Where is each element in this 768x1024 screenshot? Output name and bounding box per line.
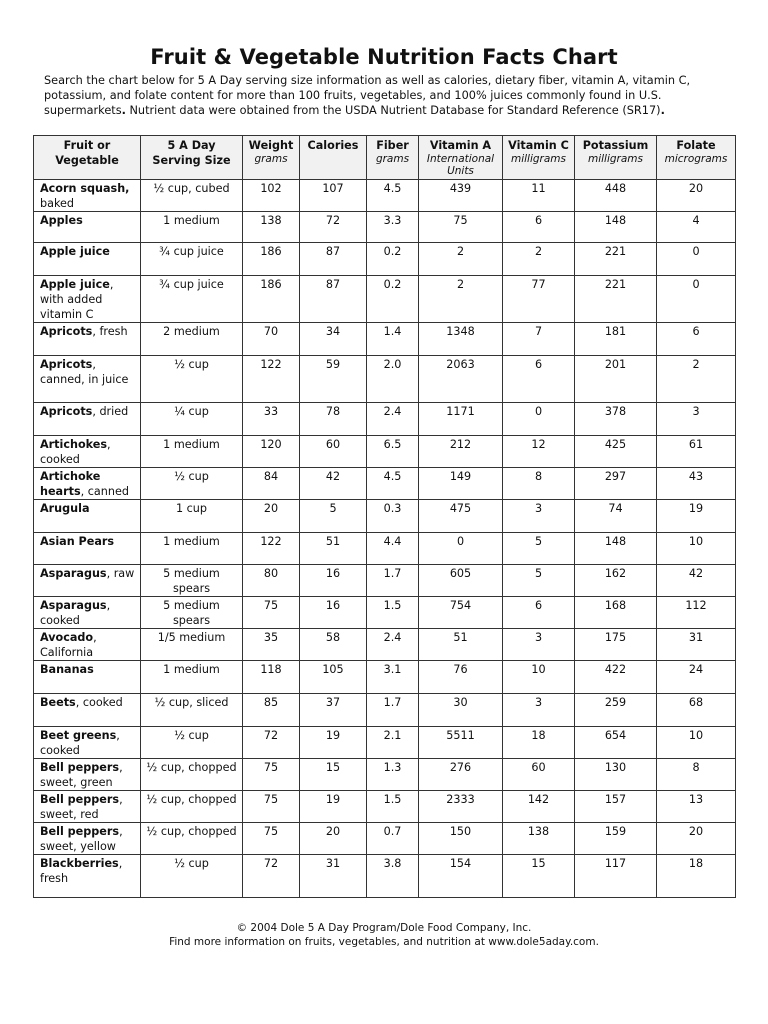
column-header-label: Folate (676, 139, 716, 152)
cell-calories: 59 (300, 356, 367, 403)
cell-name (34, 212, 141, 243)
cell-calories: 78 (300, 403, 367, 436)
cell-potassium: 297 (575, 468, 657, 500)
cell-potassium: 148 (575, 212, 657, 243)
cell-weight: 85 (243, 694, 300, 727)
cell-weight: 186 (243, 276, 300, 323)
cell-calories: 5 (300, 500, 367, 533)
item-name: Apple juice (40, 245, 110, 258)
column-header-label: Fiber (376, 139, 409, 152)
cell-vitamin-c: 6 (503, 597, 575, 629)
item-name: Asparagus (40, 599, 107, 612)
table-row (34, 661, 736, 694)
cell-name (34, 661, 141, 694)
cell-calories: 15 (300, 759, 367, 791)
cell-name (34, 533, 141, 565)
cell-vitamin-a: 76 (419, 661, 503, 694)
column-header (243, 136, 300, 180)
page-title: Fruit & Vegetable Nutrition Facts Chart (150, 45, 618, 69)
cell-folate: 68 (657, 694, 736, 727)
cell-name (34, 436, 141, 468)
item-name: Apricots (40, 358, 93, 371)
cell-serving: ½ cup (141, 855, 243, 898)
cell-serving: ½ cup, cubed (141, 180, 243, 212)
cell-folate: 20 (657, 823, 736, 855)
item-name: Arugula (40, 502, 90, 515)
table-row (34, 403, 736, 436)
table-row (34, 436, 736, 468)
cell-name (34, 565, 141, 597)
cell-folate: 8 (657, 759, 736, 791)
cell-vitamin-a: 2333 (419, 791, 503, 823)
item-qualifier: , cooked (75, 696, 123, 709)
cell-serving: ½ cup, chopped (141, 759, 243, 791)
cell-weight: 20 (243, 500, 300, 533)
cell-weight: 102 (243, 180, 300, 212)
cell-fiber: 2.4 (367, 403, 419, 436)
cell-vitamin-c: 3 (503, 694, 575, 727)
cell-calories: 42 (300, 468, 367, 500)
cell-vitamin-a: 30 (419, 694, 503, 727)
cell-fiber: 6.5 (367, 436, 419, 468)
cell-potassium: 448 (575, 180, 657, 212)
cell-calories: 19 (300, 791, 367, 823)
cell-weight: 80 (243, 565, 300, 597)
cell-potassium: 130 (575, 759, 657, 791)
column-header-label: 5 A Day Serving Size (152, 139, 231, 167)
cell-vitamin-c: 142 (503, 791, 575, 823)
cell-fiber: 1.5 (367, 597, 419, 629)
table-row (34, 323, 736, 356)
cell-vitamin-c: 6 (503, 356, 575, 403)
table-row (34, 727, 736, 759)
cell-serving: ½ cup, chopped (141, 791, 243, 823)
cell-calories: 31 (300, 855, 367, 898)
cell-fiber: 1.4 (367, 323, 419, 356)
cell-folate: 24 (657, 661, 736, 694)
cell-serving: ½ cup, sliced (141, 694, 243, 727)
cell-name (34, 276, 141, 323)
cell-potassium: 159 (575, 823, 657, 855)
column-header (657, 136, 736, 180)
cell-folate: 10 (657, 727, 736, 759)
cell-fiber: 4.5 (367, 180, 419, 212)
column-header-label: Calories (307, 139, 359, 152)
cell-calories: 87 (300, 243, 367, 276)
cell-fiber: 2.0 (367, 356, 419, 403)
cell-serving: 1 medium (141, 436, 243, 468)
cell-folate: 20 (657, 180, 736, 212)
cell-potassium: 162 (575, 565, 657, 597)
table-row (34, 759, 736, 791)
table-row (34, 243, 736, 276)
table-row (34, 694, 736, 727)
cell-vitamin-c: 8 (503, 468, 575, 500)
cell-name (34, 694, 141, 727)
table-row (34, 468, 736, 500)
column-header-unit: micrograms (664, 153, 728, 165)
item-name: Asian Pears (40, 535, 115, 548)
item-name: Bell peppers (40, 825, 120, 838)
cell-vitamin-a: 149 (419, 468, 503, 500)
cell-potassium: 74 (575, 500, 657, 533)
cell-serving: 2 medium (141, 323, 243, 356)
cell-serving: 5 medium spears (141, 597, 243, 629)
cell-folate: 13 (657, 791, 736, 823)
item-qualifier: , canned, in juice (40, 358, 129, 386)
cell-vitamin-a: 2 (419, 243, 503, 276)
column-header (300, 136, 367, 180)
cell-calories: 16 (300, 565, 367, 597)
cell-folate: 0 (657, 276, 736, 323)
cell-name (34, 629, 141, 661)
cell-potassium: 221 (575, 243, 657, 276)
item-qualifier: , dried (92, 405, 129, 418)
cell-serving: ½ cup (141, 468, 243, 500)
cell-weight: 118 (243, 661, 300, 694)
cell-name (34, 180, 141, 212)
cell-name (34, 823, 141, 855)
cell-vitamin-c: 2 (503, 243, 575, 276)
cell-fiber: 0.2 (367, 276, 419, 323)
item-name: Apple juice (40, 278, 110, 291)
cell-serving: ½ cup, chopped (141, 823, 243, 855)
cell-weight: 72 (243, 855, 300, 898)
cell-vitamin-a: 439 (419, 180, 503, 212)
cell-calories: 51 (300, 533, 367, 565)
cell-folate: 0 (657, 243, 736, 276)
item-name: Blackberries (40, 857, 119, 870)
cell-potassium: 175 (575, 629, 657, 661)
cell-calories: 16 (300, 597, 367, 629)
column-header-label: Vitamin A (429, 139, 492, 152)
cell-name (34, 243, 141, 276)
column-header (367, 136, 419, 180)
cell-vitamin-a: 754 (419, 597, 503, 629)
table-row (34, 597, 736, 629)
cell-folate: 18 (657, 855, 736, 898)
cell-folate: 31 (657, 629, 736, 661)
cell-vitamin-a: 5511 (419, 727, 503, 759)
cell-fiber: 1.7 (367, 565, 419, 597)
cell-vitamin-a: 212 (419, 436, 503, 468)
cell-fiber: 2.1 (367, 727, 419, 759)
cell-weight: 75 (243, 823, 300, 855)
cell-vitamin-a: 154 (419, 855, 503, 898)
cell-vitamin-a: 75 (419, 212, 503, 243)
table-row (34, 565, 736, 597)
cell-vitamin-a: 51 (419, 629, 503, 661)
cell-calories: 37 (300, 694, 367, 727)
cell-potassium: 201 (575, 356, 657, 403)
column-header-label: Potassium (582, 139, 649, 152)
cell-vitamin-a: 2063 (419, 356, 503, 403)
intro-paragraph (44, 73, 734, 118)
table-header-row (34, 136, 736, 180)
cell-fiber: 3.1 (367, 661, 419, 694)
cell-weight: 75 (243, 759, 300, 791)
cell-fiber: 4.4 (367, 533, 419, 565)
cell-potassium: 654 (575, 727, 657, 759)
cell-vitamin-c: 10 (503, 661, 575, 694)
cell-vitamin-c: 5 (503, 565, 575, 597)
column-header-label: Fruit or Vegetable (55, 139, 119, 167)
item-name: Asparagus (40, 567, 107, 580)
table-row (34, 356, 736, 403)
cell-weight: 75 (243, 791, 300, 823)
item-qualifier: , with added vitamin C (40, 278, 114, 321)
cell-folate: 19 (657, 500, 736, 533)
cell-vitamin-a: 0 (419, 533, 503, 565)
cell-potassium: 221 (575, 276, 657, 323)
table-row (34, 180, 736, 212)
cell-vitamin-c: 77 (503, 276, 575, 323)
column-header-label: Vitamin C (508, 139, 569, 152)
item-qualifier: , sweet, red (40, 793, 123, 821)
cell-serving: ¾ cup juice (141, 276, 243, 323)
item-qualifier: , sweet, yellow (40, 825, 123, 853)
cell-weight: 120 (243, 436, 300, 468)
cell-vitamin-c: 18 (503, 727, 575, 759)
item-qualifier: , cooked (40, 729, 120, 757)
cell-serving: 1 cup (141, 500, 243, 533)
cell-calories: 20 (300, 823, 367, 855)
item-name: Apricots (40, 325, 93, 338)
cell-calories: 107 (300, 180, 367, 212)
item-name: Apricots (40, 405, 93, 418)
cell-fiber: 1.5 (367, 791, 419, 823)
intro-end: . (660, 104, 665, 117)
cell-serving: 1/5 medium (141, 629, 243, 661)
cell-vitamin-a: 605 (419, 565, 503, 597)
cell-name (34, 403, 141, 436)
cell-fiber: 4.5 (367, 468, 419, 500)
column-header-label: Weight (248, 139, 294, 152)
cell-potassium: 259 (575, 694, 657, 727)
cell-vitamin-c: 3 (503, 500, 575, 533)
cell-potassium: 148 (575, 533, 657, 565)
cell-weight: 122 (243, 533, 300, 565)
cell-vitamin-c: 60 (503, 759, 575, 791)
footer (0, 921, 768, 949)
table-row (34, 629, 736, 661)
cell-fiber: 3.8 (367, 855, 419, 898)
cell-vitamin-a: 2 (419, 276, 503, 323)
footer-info-link: Find more information on fruits, vegetables, and nutrition at www.dole5aday.com. (169, 936, 599, 948)
item-name: Avocado (40, 631, 94, 644)
item-name: Beets (40, 696, 76, 709)
cell-potassium: 168 (575, 597, 657, 629)
table-row (34, 791, 736, 823)
cell-weight: 33 (243, 403, 300, 436)
cell-name (34, 597, 141, 629)
column-header-unit: International Units (426, 153, 495, 177)
column-header (503, 136, 575, 180)
item-name: Acorn squash, (40, 182, 130, 195)
cell-name (34, 323, 141, 356)
cell-vitamin-a: 1171 (419, 403, 503, 436)
cell-vitamin-c: 7 (503, 323, 575, 356)
cell-calories: 72 (300, 212, 367, 243)
cell-weight: 84 (243, 468, 300, 500)
cell-vitamin-a: 276 (419, 759, 503, 791)
column-header-unit: grams (375, 153, 410, 165)
column-header (34, 136, 141, 180)
cell-fiber: 3.3 (367, 212, 419, 243)
table-row (34, 276, 736, 323)
cell-folate: 6 (657, 323, 736, 356)
table-row (34, 855, 736, 898)
cell-serving: 5 medium spears (141, 565, 243, 597)
cell-fiber: 0.2 (367, 243, 419, 276)
cell-folate: 4 (657, 212, 736, 243)
cell-potassium: 425 (575, 436, 657, 468)
item-qualifier: , fresh (92, 325, 128, 338)
cell-calories: 105 (300, 661, 367, 694)
table-body (34, 180, 736, 898)
intro-tail: Nutrient data were obtained from the USDA Nutrient Database for Standard Reference (SR17) (125, 104, 661, 117)
cell-vitamin-c: 12 (503, 436, 575, 468)
cell-folate: 2 (657, 356, 736, 403)
cell-weight: 122 (243, 356, 300, 403)
cell-serving: 1 medium (141, 661, 243, 694)
column-header (419, 136, 503, 180)
cell-name (34, 759, 141, 791)
cell-vitamin-a: 475 (419, 500, 503, 533)
cell-calories: 60 (300, 436, 367, 468)
cell-folate: 3 (657, 403, 736, 436)
cell-weight: 70 (243, 323, 300, 356)
cell-calories: 34 (300, 323, 367, 356)
cell-name (34, 500, 141, 533)
cell-vitamin-c: 0 (503, 403, 575, 436)
cell-vitamin-c: 3 (503, 629, 575, 661)
column-header-unit: milligrams (587, 153, 643, 165)
cell-fiber: 1.3 (367, 759, 419, 791)
item-qualifier: baked (40, 197, 75, 210)
item-name: Bell peppers (40, 793, 120, 806)
cell-serving: ¼ cup (141, 403, 243, 436)
cell-serving: ½ cup (141, 356, 243, 403)
item-name: Beet greens (40, 729, 117, 742)
cell-fiber: 1.7 (367, 694, 419, 727)
cell-potassium: 422 (575, 661, 657, 694)
intro-text: Search the chart below for 5 A Day serving size information as well as calories, dietary fiber, vitamin A, vitamin C, potassium, and folate content for more than 100 fruits, vegetables, and 100% juices commonly found in U.S. supermarkets (44, 74, 691, 117)
item-qualifier: , cooked (40, 599, 111, 627)
cell-weight: 72 (243, 727, 300, 759)
cell-name (34, 468, 141, 500)
intro-bold-dot: . (121, 104, 126, 117)
cell-folate: 112 (657, 597, 736, 629)
cell-serving: 1 medium (141, 212, 243, 243)
cell-potassium: 117 (575, 855, 657, 898)
column-header-unit: milligrams (510, 153, 566, 165)
cell-fiber: 0.7 (367, 823, 419, 855)
cell-calories: 58 (300, 629, 367, 661)
item-name: Artichokes (40, 438, 108, 451)
cell-folate: 61 (657, 436, 736, 468)
cell-fiber: 0.3 (367, 500, 419, 533)
cell-weight: 186 (243, 243, 300, 276)
cell-vitamin-c: 15 (503, 855, 575, 898)
item-qualifier: , California (40, 631, 97, 659)
table-row (34, 500, 736, 533)
table-row (34, 212, 736, 243)
cell-name (34, 356, 141, 403)
cell-calories: 19 (300, 727, 367, 759)
item-name: Apples (40, 214, 83, 227)
cell-vitamin-a: 1348 (419, 323, 503, 356)
cell-vitamin-c: 5 (503, 533, 575, 565)
cell-vitamin-c: 138 (503, 823, 575, 855)
column-header (575, 136, 657, 180)
cell-potassium: 181 (575, 323, 657, 356)
column-header (141, 136, 243, 180)
cell-weight: 35 (243, 629, 300, 661)
cell-folate: 10 (657, 533, 736, 565)
cell-fiber: 2.4 (367, 629, 419, 661)
item-name: Artichoke hearts (40, 470, 101, 498)
cell-calories: 87 (300, 276, 367, 323)
item-name: Bell peppers (40, 761, 120, 774)
table-row (34, 823, 736, 855)
cell-folate: 43 (657, 468, 736, 500)
cell-name (34, 855, 141, 898)
item-qualifier: , sweet, green (40, 761, 123, 789)
cell-folate: 42 (657, 565, 736, 597)
cell-name (34, 727, 141, 759)
cell-vitamin-a: 150 (419, 823, 503, 855)
cell-weight: 75 (243, 597, 300, 629)
cell-serving: ¾ cup juice (141, 243, 243, 276)
item-qualifier: , cooked (40, 438, 111, 466)
nutrition-table (33, 135, 736, 898)
table-row (34, 533, 736, 565)
cell-name (34, 791, 141, 823)
cell-potassium: 378 (575, 403, 657, 436)
item-qualifier: , raw (106, 567, 135, 580)
cell-potassium: 157 (575, 791, 657, 823)
item-qualifier: , fresh (40, 857, 123, 885)
cell-serving: 1 medium (141, 533, 243, 565)
item-qualifier: , canned (80, 485, 129, 498)
footer-copyright: © 2004 Dole 5 A Day Program/Dole Food Company, Inc. (236, 922, 532, 934)
cell-serving: ½ cup (141, 727, 243, 759)
column-header-unit: grams (254, 153, 288, 165)
cell-vitamin-c: 11 (503, 180, 575, 212)
item-name: Bananas (40, 663, 94, 676)
cell-weight: 138 (243, 212, 300, 243)
cell-vitamin-c: 6 (503, 212, 575, 243)
